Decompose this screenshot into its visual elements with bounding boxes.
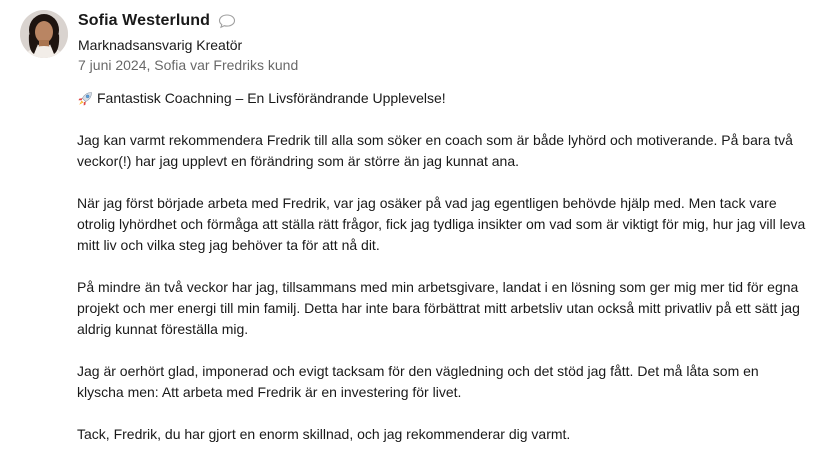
recommendation-header <box>20 8 298 78</box>
author-name[interactable]: Sofia Westerlund <box>78 12 210 29</box>
recommendation-paragraph-5: Tack, Fredrik, du har gjort en enorm skillnad, och jag rekommenderar dig varmt. <box>77 426 571 442</box>
recommendation-title: Fantastisk Coachning – En Livsförändrande Upplevelse! <box>97 90 446 106</box>
recommendation-paragraph-1: Jag kan varmt rekommendera Fredrik till alla som söker en coach som är både lyhörd och motiverande. På bara två veckor(!) har jag upplevt en förändring som är större än jag kunnat ana. <box>77 132 793 169</box>
recommendation-title-line <box>77 88 807 109</box>
recommendation-paragraph-3: På mindre än två veckor har jag, tillsammans med min arbetsgivare, landat i en lösning som ger mig mer tid för egna projekt och mer energi till min familj. Detta har inte bara förbättrat mitt arbetsliv utan också mitt privatliv på ett sätt jag aldrig kunnat föreställa mig. <box>77 279 800 337</box>
author-meta <box>78 8 298 78</box>
speech-bubble-icon[interactable] <box>218 13 236 29</box>
recommendation-paragraph-4: Jag är oerhört glad, imponerad och evigt tacksam för den vägledning och det stöd jag fått. Det må låta som en klyscha men: Att arbeta med Fredrik är en investering för livet. <box>77 363 759 400</box>
recommendation-date-relation: 7 juni 2024, Sofia var Fredriks kund <box>78 57 299 73</box>
recommendation-paragraph-2: När jag först började arbeta med Fredrik, var jag osäker på vad jag egentligen behövde hjälp med. Men tack vare otrolig lyhördhet och förmåga att ställa rätt frågor, fick jag tydliga insikter om vad som är viktigt för mig, hur jag vill leva mitt liv och vilka steg jag behöver ta för att nå dit. <box>77 195 806 253</box>
author-headline: Marknadsansvarig Kreatör <box>78 37 243 53</box>
recommendation-text <box>77 88 807 466</box>
rocket-icon <box>77 91 93 107</box>
avatar[interactable] <box>20 10 68 58</box>
